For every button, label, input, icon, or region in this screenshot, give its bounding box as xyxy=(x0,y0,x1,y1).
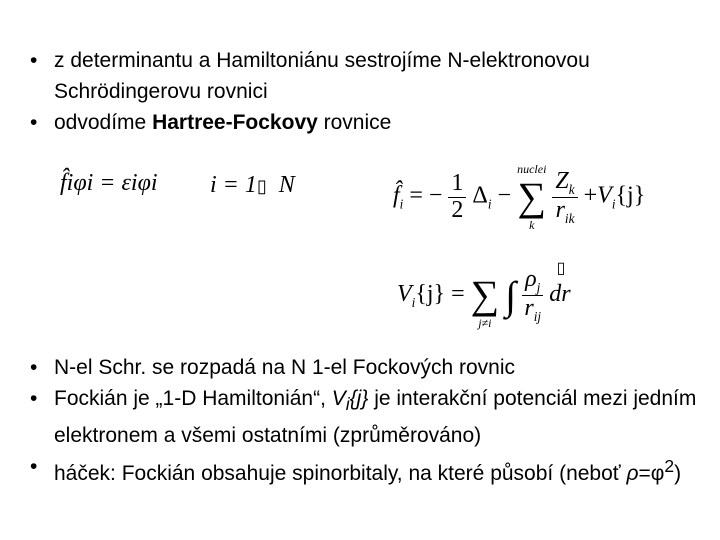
bullet-item xyxy=(30,383,700,451)
sum-electrons: ∑ j≠i xyxy=(470,272,500,331)
placeholder-box: ▯ xyxy=(556,260,566,277)
bullet-text: odvodíme xyxy=(54,111,153,134)
potential-symbol: V xyxy=(331,387,346,410)
equation-fock xyxy=(60,170,158,197)
density-symbol: ρ xyxy=(626,462,639,486)
equation-text: f̂iφi = εiφi xyxy=(60,170,158,196)
bullet-item xyxy=(30,45,700,107)
bullet-text: háček: Fockián obsahuje spinorbitaly, na které působí (neboť xyxy=(54,462,627,486)
operator: = − xyxy=(409,182,443,209)
bullet-text: z determinantu a Hamiltoniánu sestrojíme N-elektronovou Schrödingerovu rovnici xyxy=(54,49,590,103)
fraction-rho-over-r: $\frac{\rho_j}{r_{ij}}$ xyxy=(522,267,543,323)
equation-potential: $V_i\{j\}$ = ∑ j≠i ∫ $\frac{\rho_j}{r_{ij}}$ dr ▯ xyxy=(397,260,571,331)
fraction-z-over-r: $\frac{Z_k}{r_{ik}}$ xyxy=(552,169,577,225)
bullet-item xyxy=(30,451,700,489)
bullet-text: Fockián je „1-D Hamiltonián“, xyxy=(54,387,332,410)
equation-index-range xyxy=(210,172,295,199)
bullet-text: rovnice xyxy=(317,111,392,134)
bullet-text: N-el Schr. se rozpadá na N 1-el Fockových rovnic xyxy=(54,356,516,379)
bold-term: Hartree-Fockovy xyxy=(152,111,318,134)
placeholder-box: ▯ xyxy=(256,176,267,196)
bottom-bullet-list xyxy=(30,352,700,489)
bullet-item xyxy=(30,107,700,138)
fraction-half: $\frac{1}{2}$ xyxy=(448,171,466,222)
fock-symbol: f̂ xyxy=(393,182,400,209)
bullet-item xyxy=(30,352,700,383)
bullet-text: ) xyxy=(674,462,682,486)
potential-symbol: V xyxy=(597,182,612,209)
upper-limit: N xyxy=(278,172,295,198)
potential-symbol: V xyxy=(397,281,412,307)
laplacian: Δ xyxy=(472,182,488,209)
index-equals: i = 1 xyxy=(210,172,257,198)
top-bullet-list xyxy=(30,45,700,138)
bullet-text: =φ xyxy=(638,462,665,486)
differential: dr xyxy=(549,281,571,307)
superscript: 2 xyxy=(664,456,675,477)
sum-nuclei: nuclei ∑ k xyxy=(517,162,547,232)
subscript: i xyxy=(345,394,350,415)
equation-fock-operator: $f̂_i$ = − $\frac{1}{2}$ $\Delta_i$ − nuclei ∑ k $\frac{Z_k}{r_{ik}}$ $+V_i\{j\}$ xyxy=(393,162,646,232)
index-set: {j} xyxy=(349,387,369,410)
subscript: i xyxy=(399,196,404,212)
bullet-text: je interakční potenciál mezi jedním elektronem a všemi ostatními (zprůměrováno) xyxy=(54,387,697,448)
